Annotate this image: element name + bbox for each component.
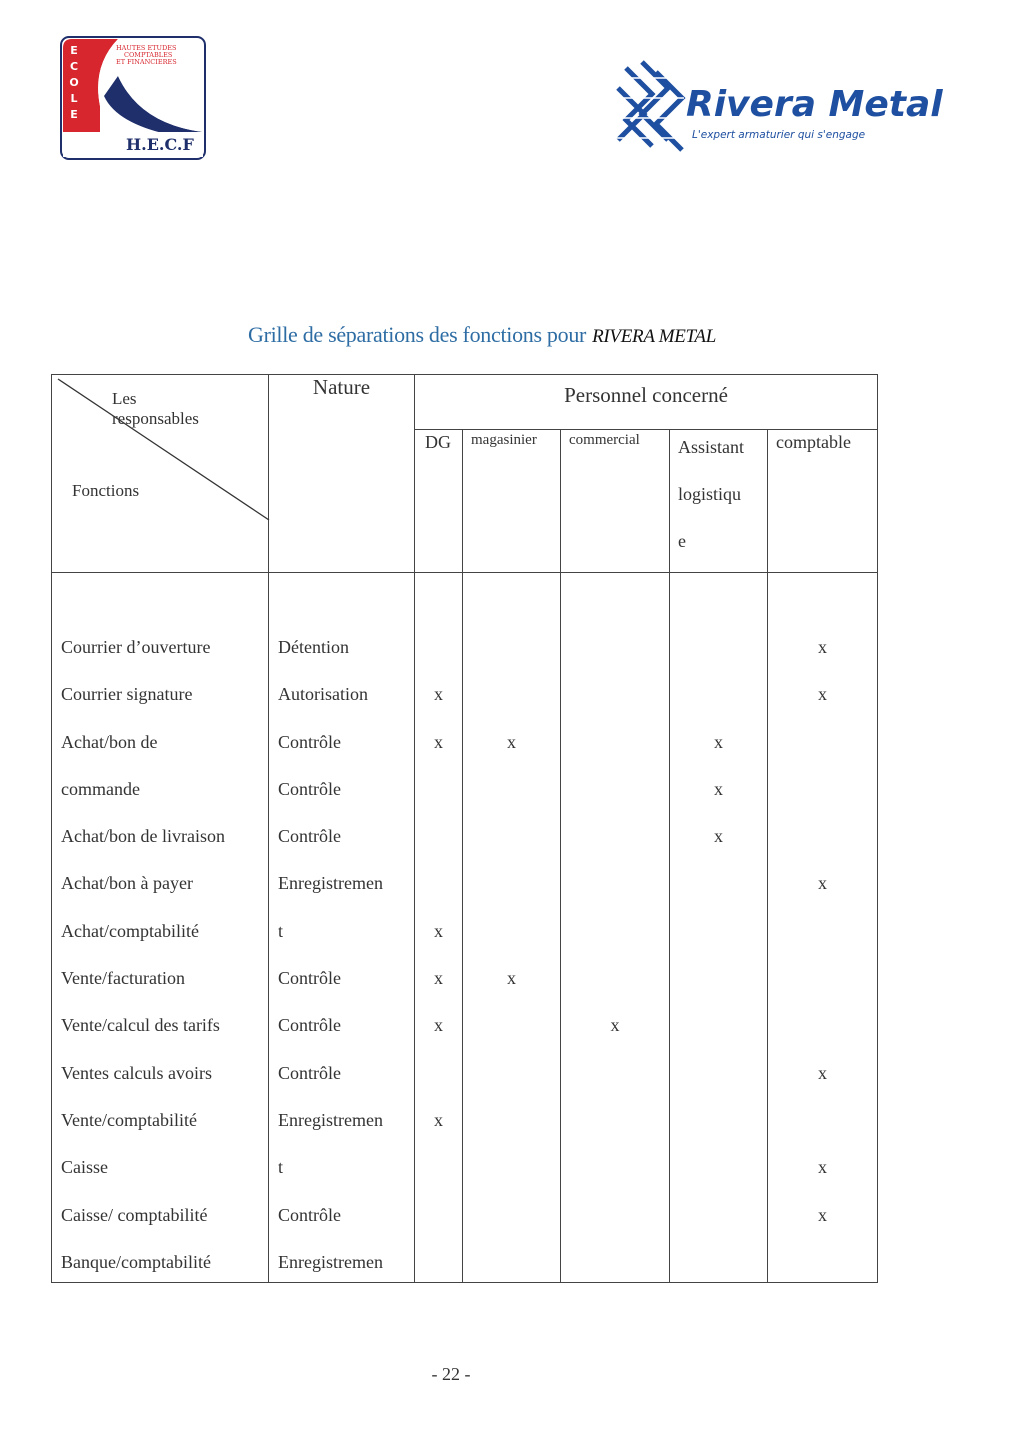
nature-row-label: Détention — [278, 637, 349, 657]
rivera-logo-slogan: L'expert armaturier qui s'engage — [692, 129, 866, 141]
magasinier-marks-column — [463, 573, 561, 1283]
corner-label-fonctions: Fonctions — [72, 481, 140, 500]
nature-row-label: Contrôle — [278, 731, 341, 752]
mark-dg: x — [434, 684, 443, 705]
mark-assistant — [670, 1144, 767, 1191]
function-row-label: Caisse/ comptabilité — [61, 1204, 208, 1225]
mark-commercial — [561, 719, 669, 766]
mark-magasinier — [463, 1002, 560, 1049]
nature-row-label: Enregistremen — [278, 1251, 383, 1272]
nature-row-label: Contrôle — [278, 826, 341, 847]
mark-comptable — [768, 719, 877, 766]
mark-commercial — [561, 766, 669, 813]
mark-commercial — [561, 860, 669, 907]
mark-commercial — [561, 624, 669, 671]
function-row-label: Achat/bon de — [61, 731, 158, 752]
nature-row-label: Enregistremen — [278, 1109, 383, 1130]
mark-dg — [415, 860, 462, 907]
hecf-logo-text: H.E.C.F — [126, 135, 194, 154]
role-header-assistant-logistique: Assistant logistiqu e — [670, 430, 768, 573]
rivera-metal-logo — [612, 58, 943, 162]
mark-commercial — [561, 908, 669, 955]
mark-comptable: x — [818, 637, 827, 657]
nature-header: Nature — [269, 375, 415, 573]
personnel-header: Personnel concerné — [415, 375, 878, 430]
mark-magasinier — [463, 908, 560, 955]
separation-grid-table — [51, 374, 878, 1283]
mark-comptable — [768, 1239, 877, 1286]
svg-text:ET FINANCIERES: ET FINANCIERES — [116, 58, 177, 66]
mark-magasinier — [463, 1097, 560, 1144]
nature-row-label: Contrôle — [278, 968, 341, 989]
mark-comptable: x — [818, 1157, 827, 1178]
mark-dg — [415, 1050, 462, 1097]
mark-magasinier — [463, 1192, 560, 1239]
function-row-label: Banque/comptabilité — [61, 1251, 211, 1272]
mark-comptable — [768, 813, 877, 860]
mark-magasinier — [463, 1239, 560, 1286]
svg-text:E: E — [70, 44, 78, 57]
mark-magasinier — [463, 1144, 560, 1191]
mark-assistant — [670, 955, 767, 1002]
mark-assistant — [670, 1097, 767, 1144]
svg-text:HAUTES ETUDES: HAUTES ETUDES — [116, 44, 177, 52]
mark-dg: x — [434, 731, 443, 752]
mark-comptable — [768, 766, 877, 813]
mark-dg — [415, 813, 462, 860]
svg-text:E: E — [70, 108, 78, 121]
svg-text:L: L — [70, 92, 78, 105]
title-company: RIVERA METAL — [592, 326, 716, 347]
mark-dg: x — [434, 1109, 443, 1130]
mark-dg: x — [434, 968, 443, 989]
mark-assistant — [670, 908, 767, 955]
mark-commercial — [561, 1239, 669, 1286]
nature-row-label: Contrôle — [278, 1015, 341, 1036]
mark-comptable — [768, 1097, 877, 1144]
mark-magasinier — [463, 671, 560, 718]
dg-marks-column — [415, 573, 463, 1283]
mark-magasinier — [463, 813, 560, 860]
nature-row-label: Contrôle — [278, 778, 341, 799]
commercial-marks-column — [561, 573, 670, 1283]
nature-row-label: Contrôle — [278, 1062, 341, 1083]
mark-magasinier — [463, 624, 560, 671]
role-header-comptable: comptable — [768, 430, 878, 573]
corner-label-responsables: Les responsables — [112, 389, 199, 429]
page-number: - 22 - — [431, 1364, 471, 1384]
corner-header-cell — [52, 375, 269, 573]
svg-text:COMPTABLES: COMPTABLES — [124, 51, 173, 59]
rivera-logo-name: Rivera Metal — [686, 84, 943, 125]
function-row-label: Achat/bon à payer — [61, 873, 193, 894]
mark-assistant: x — [714, 826, 723, 847]
mark-dg — [415, 1144, 462, 1191]
mark-commercial — [561, 1050, 669, 1097]
nature-row-label: Autorisation — [278, 684, 368, 705]
function-row-label: Vente/calcul des tarifs — [61, 1015, 220, 1036]
function-row-label: Achat/bon de livraison — [61, 826, 225, 847]
mark-assistant — [670, 860, 767, 907]
nature-row-label: t — [278, 1157, 284, 1178]
mark-magasinier: x — [507, 968, 516, 989]
function-row-label: Ventes calculs avoirs — [61, 1062, 212, 1083]
function-row-label: Vente/facturation — [61, 968, 185, 989]
document-title — [0, 322, 964, 348]
mark-comptable — [768, 955, 877, 1002]
nature-row-label: Contrôle — [278, 1204, 341, 1225]
mark-assistant — [670, 1002, 767, 1049]
mark-assistant — [670, 624, 767, 671]
mark-comptable: x — [818, 1062, 827, 1083]
mark-magasinier — [463, 766, 560, 813]
mark-commercial: x — [610, 1015, 620, 1036]
natures-column — [269, 573, 415, 1283]
svg-text:O: O — [69, 76, 79, 89]
mark-commercial — [561, 1097, 669, 1144]
mark-dg: x — [434, 920, 443, 941]
mark-assistant — [670, 1050, 767, 1097]
mark-assistant — [670, 1192, 767, 1239]
mark-assistant: x — [714, 731, 723, 752]
mark-magasinier: x — [507, 731, 516, 752]
mark-dg — [415, 1192, 462, 1239]
mark-assistant: x — [714, 778, 723, 799]
mark-comptable: x — [818, 684, 827, 705]
function-row-label: Caisse — [61, 1157, 108, 1178]
function-row-label: Achat/comptabilité — [61, 920, 199, 941]
function-row-label: commande — [61, 778, 140, 799]
nature-row-label: t — [278, 920, 284, 941]
assistant-marks-column — [670, 573, 768, 1283]
mark-dg — [415, 624, 462, 671]
mark-commercial — [561, 671, 669, 718]
role-header-magasinier: magasinier — [463, 430, 561, 573]
function-row-label: Vente/comptabilité — [61, 1109, 197, 1130]
mark-commercial — [561, 1192, 669, 1239]
mark-dg — [415, 1239, 462, 1286]
role-header-dg: DG — [415, 430, 463, 573]
mark-dg — [415, 766, 462, 813]
nature-row-label: Enregistremen — [278, 873, 383, 894]
role-header-commercial: commercial — [561, 430, 670, 573]
functions-column — [52, 573, 269, 1283]
mark-assistant — [670, 1239, 767, 1286]
mark-assistant — [670, 671, 767, 718]
mark-magasinier — [463, 860, 560, 907]
svg-text:C: C — [69, 60, 79, 73]
function-row-label: Courrier signature — [61, 684, 193, 705]
mark-commercial — [561, 1144, 669, 1191]
mark-comptable — [768, 908, 877, 955]
mark-commercial — [561, 955, 669, 1002]
comptable-marks-column — [768, 573, 878, 1283]
hecf-logo — [60, 36, 206, 160]
mark-comptable: x — [818, 873, 827, 894]
mark-commercial — [561, 813, 669, 860]
function-row-label: Courrier d’ouverture — [61, 637, 211, 657]
mark-magasinier — [463, 1050, 560, 1097]
title-text: Grille de séparations des fonctions pour — [247, 322, 587, 347]
mark-dg: x — [434, 1015, 443, 1036]
mark-comptable — [768, 1002, 877, 1049]
mark-comptable: x — [818, 1204, 827, 1225]
